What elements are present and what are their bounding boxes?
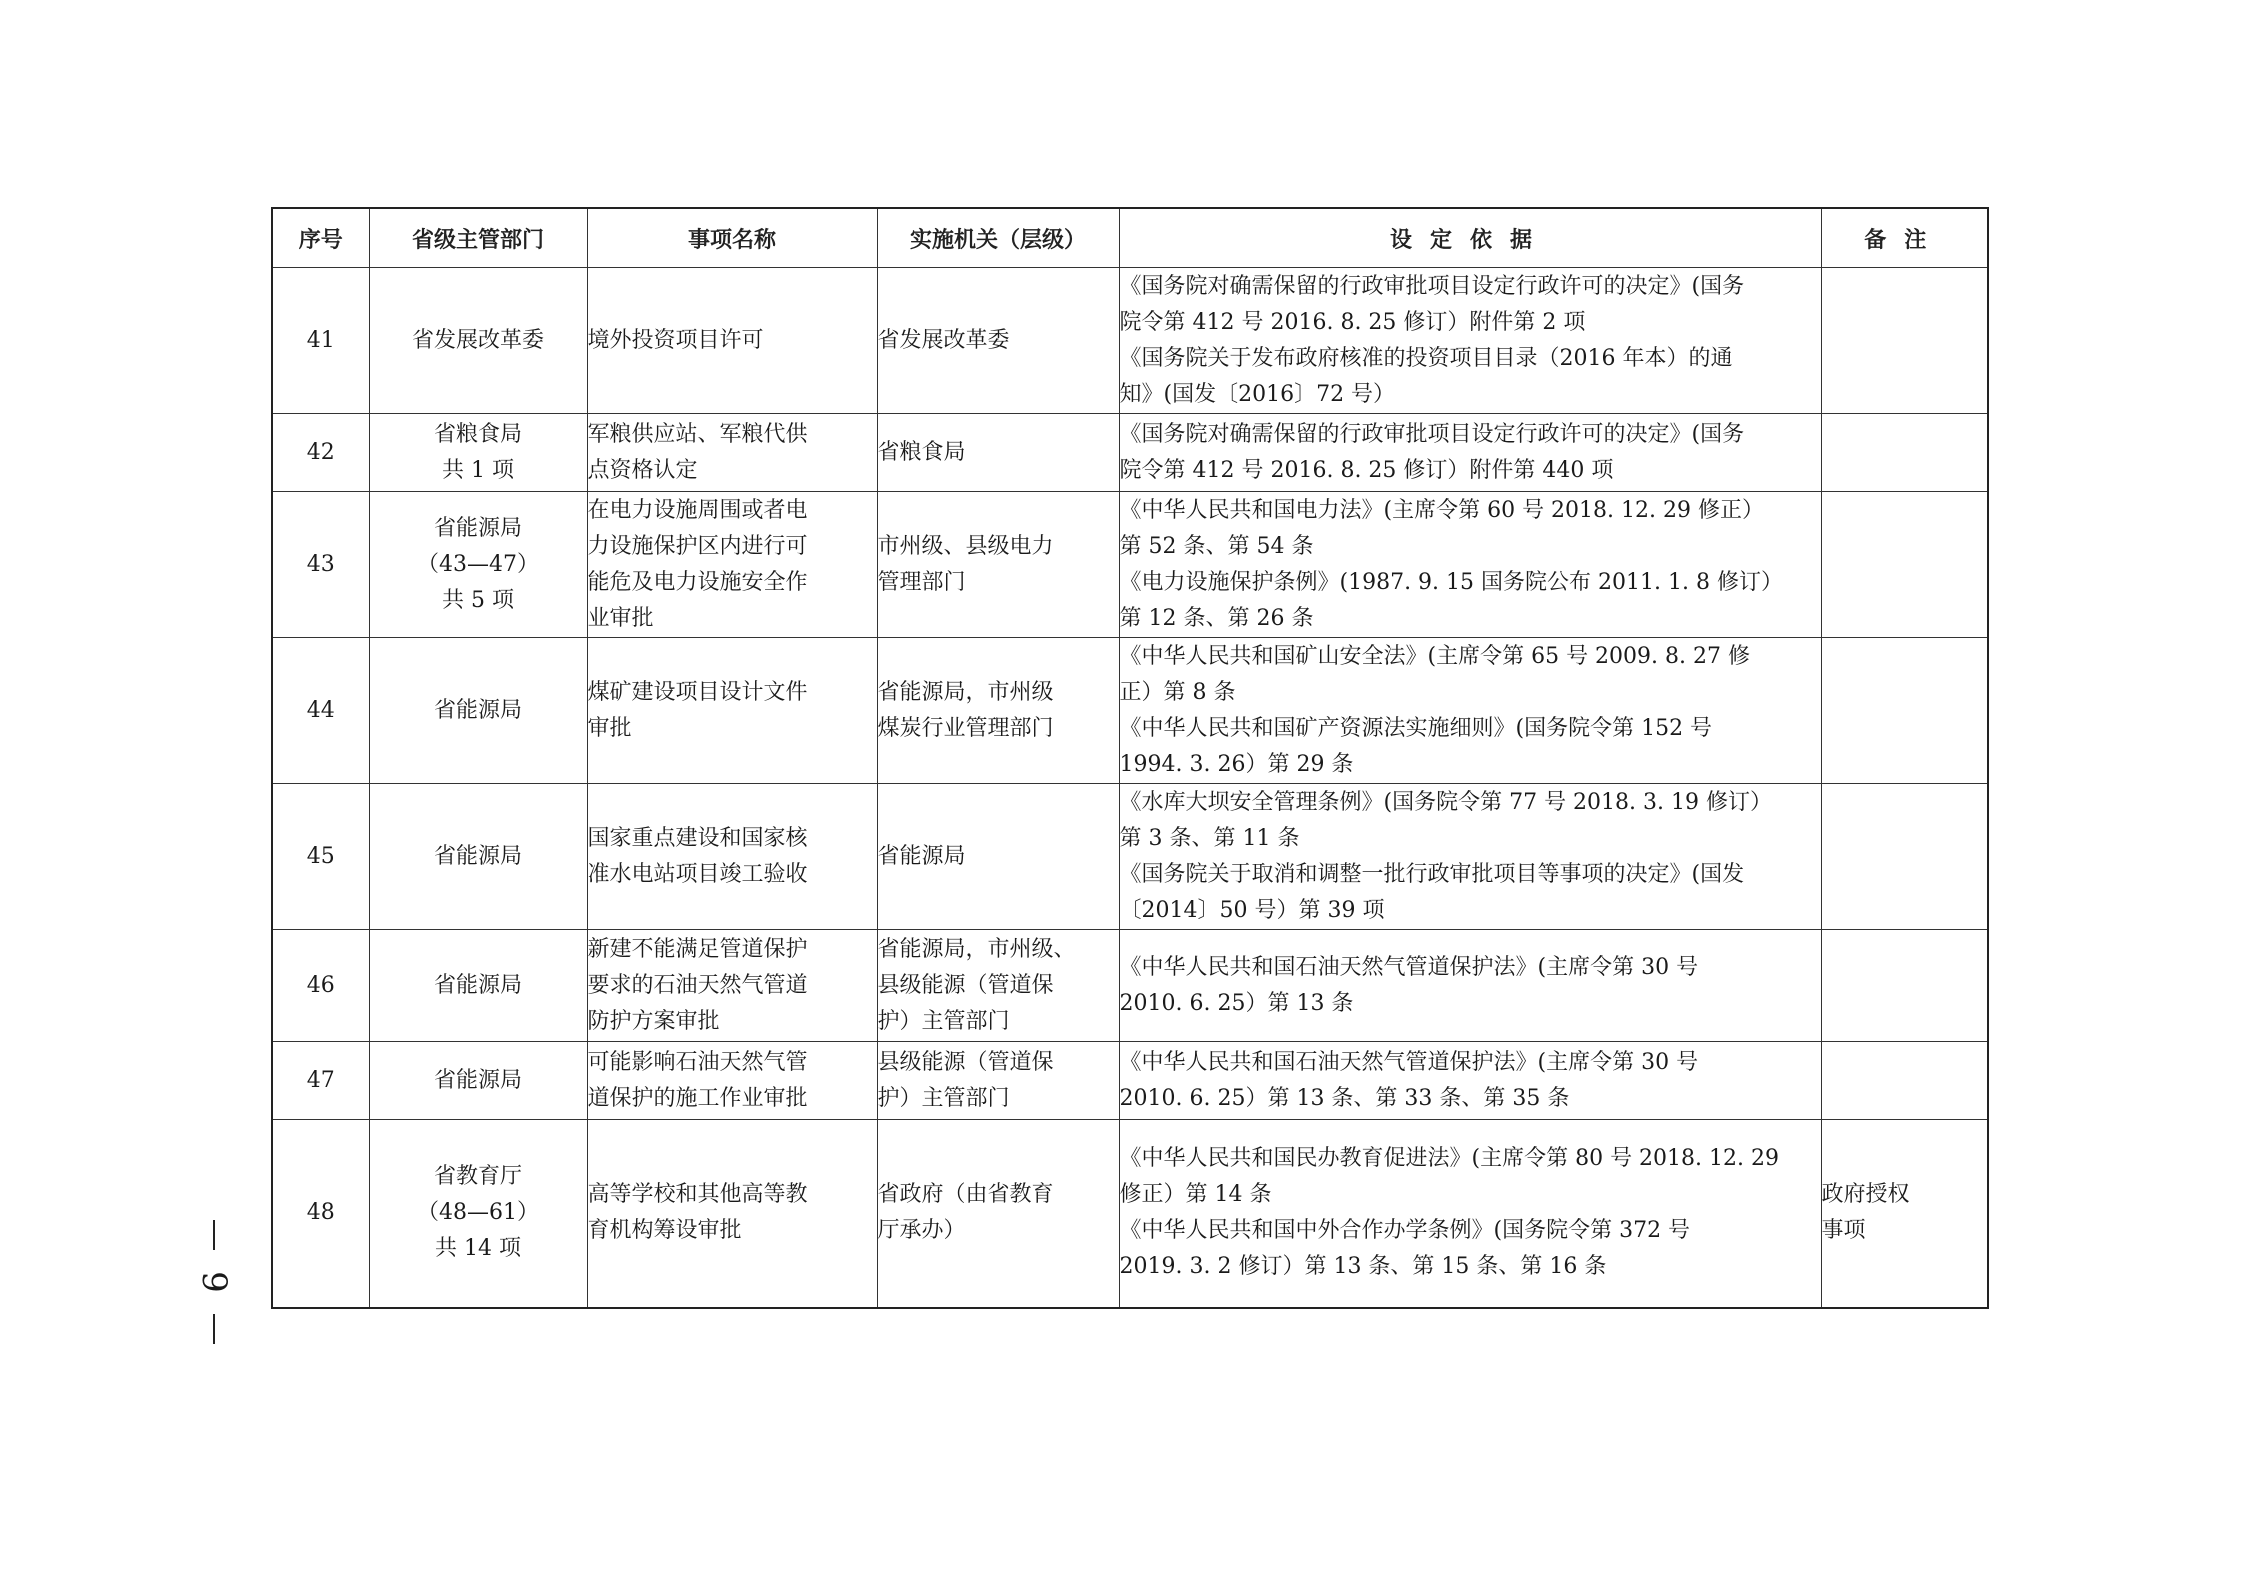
cell-basis-line: 《国务院对确需保留的行政审批项目设定行政许可的决定》(国务 — [1119, 273, 1745, 299]
cell-dept-line: 省能源局 — [433, 972, 522, 998]
cell-basis-line: 《中华人民共和国石油天然气管道保护法》(主席令第 30 号 — [1119, 954, 1699, 980]
cell-note — [1821, 1120, 1988, 1308]
cell-basis — [1119, 1120, 1821, 1308]
cell-org-line: 省能源局 — [877, 843, 966, 869]
cell-org-line: 护）主管部门 — [877, 1085, 1010, 1111]
cell-item-name-line: 育机构筹设审批 — [587, 1218, 742, 1244]
cell-item-name — [587, 784, 877, 930]
cell-basis-line: 修正）第 14 条 — [1119, 1182, 1272, 1208]
cell-num: 48 — [272, 1120, 369, 1308]
cell-basis-line: 《中华人民共和国民办教育促进法》(主席令第 80 号 2018. 12. 29 — [1119, 1146, 1780, 1172]
cell-dept — [369, 638, 587, 784]
cell-org-line: 管理部门 — [877, 569, 966, 595]
cell-basis-line: 院令第 412 号 2016. 8. 25 修订）附件第 2 项 — [1119, 309, 1586, 335]
cell-basis-line: 第 52 条、第 54 条 — [1119, 533, 1314, 559]
cell-basis-line: 《中华人民共和国电力法》(主席令第 60 号 2018. 12. 29 修正） — [1119, 497, 1765, 523]
cell-item-name — [587, 268, 877, 414]
cell-basis-line: 《水库大坝安全管理条例》(国务院令第 77 号 2018. 3. 19 修订） — [1119, 789, 1773, 815]
cell-basis — [1119, 268, 1821, 414]
cell-basis-line: 知》(国发〔2016〕72 号） — [1119, 381, 1396, 407]
cell-basis-line: 《电力设施保护条例》(1987. 9. 15 国务院公布 2011. 1. 8 修订） — [1119, 569, 1783, 595]
cell-basis-line: 正）第 8 条 — [1119, 679, 1236, 705]
cell-dept-line: 共 1 项 — [442, 457, 514, 483]
cell-item-name-line: 能危及电力设施安全作 — [587, 569, 808, 595]
cell-basis — [1119, 492, 1821, 638]
cell-dept — [369, 492, 587, 638]
cell-item-name — [587, 638, 877, 784]
cell-item-name-line: 道保护的施工作业审批 — [587, 1085, 808, 1111]
cell-item-name-line: 高等学校和其他高等教 — [587, 1182, 808, 1208]
cell-num: 47 — [272, 1042, 369, 1120]
cell-item-name — [587, 1120, 877, 1308]
cell-org — [877, 268, 1119, 414]
cell-org-line: 省粮食局 — [877, 439, 966, 465]
cell-item-name — [587, 930, 877, 1042]
page-number-dash-top — [213, 1220, 215, 1250]
cell-num: 43 — [272, 492, 369, 638]
cell-note-line: 政府授权 — [1821, 1182, 1910, 1208]
cell-item-name-line: 防护方案审批 — [587, 1008, 720, 1034]
cell-item-name-line: 准水电站项目竣工验收 — [587, 861, 808, 887]
table-row — [272, 268, 1988, 414]
table-row — [272, 1042, 1988, 1120]
header-org: 实施机关（层级） — [877, 208, 1119, 268]
cell-basis-line: 《国务院关于取消和调整一批行政审批项目等事项的决定》(国发 — [1119, 861, 1745, 887]
cell-basis-line: 第 3 条、第 11 条 — [1119, 825, 1300, 851]
cell-basis-line: 《中华人民共和国矿产资源法实施细则》(国务院令第 152 号 — [1119, 715, 1713, 741]
cell-item-name-line: 煤矿建设项目设计文件 — [587, 679, 808, 705]
cell-note — [1821, 492, 1988, 638]
cell-dept-line: 共 5 项 — [442, 587, 514, 613]
cell-item-name-line: 审批 — [587, 715, 632, 741]
header-num: 序号 — [272, 208, 369, 268]
cell-num: 41 — [272, 268, 369, 414]
cell-org-line: 省发展改革委 — [877, 327, 1010, 353]
cell-note — [1821, 784, 1988, 930]
cell-num: 45 — [272, 784, 369, 930]
cell-item-name-line: 力设施保护区内进行可 — [587, 533, 808, 559]
table-row — [272, 414, 1988, 492]
cell-basis-line: 2010. 6. 25）第 13 条、第 33 条、第 35 条 — [1119, 1085, 1570, 1111]
header-note: 备注 — [1821, 208, 1988, 268]
cell-org — [877, 784, 1119, 930]
header-basis: 设定依据 — [1119, 208, 1821, 268]
table-row — [272, 638, 1988, 784]
cell-basis-line: 《国务院对确需保留的行政审批项目设定行政许可的决定》(国务 — [1119, 421, 1745, 447]
cell-basis-line: 2019. 3. 2 修订）第 13 条、第 15 条、第 16 条 — [1119, 1254, 1607, 1280]
cell-dept — [369, 1120, 587, 1308]
cell-basis-line: 1994. 3. 26）第 29 条 — [1119, 751, 1354, 777]
table-row — [272, 930, 1988, 1042]
cell-note — [1821, 930, 1988, 1042]
cell-note — [1821, 638, 1988, 784]
cell-dept-line: 省能源局 — [433, 515, 522, 541]
cell-item-name — [587, 414, 877, 492]
cell-basis — [1119, 930, 1821, 1042]
cell-num: 42 — [272, 414, 369, 492]
cell-dept — [369, 930, 587, 1042]
cell-item-name-line: 新建不能满足管道保护 — [587, 936, 808, 962]
cell-note — [1821, 268, 1988, 414]
table-header-row — [272, 208, 1988, 268]
cell-org-line: 县级能源（管道保 — [877, 972, 1054, 998]
cell-dept-line: 省能源局 — [433, 697, 522, 723]
cell-org — [877, 930, 1119, 1042]
cell-basis-line: 《国务院关于发布政府核准的投资项目目录（2016 年本）的通 — [1119, 345, 1733, 371]
cell-item-name-line: 要求的石油天然气管道 — [587, 972, 808, 998]
table-row — [272, 1120, 1988, 1308]
cell-item-name-line: 在电力设施周围或者电 — [587, 497, 808, 523]
page-number-dash-bottom — [213, 1314, 215, 1344]
cell-org-line: 厅承办） — [877, 1218, 966, 1244]
cell-org — [877, 492, 1119, 638]
cell-note — [1821, 1042, 1988, 1120]
cell-note — [1821, 414, 1988, 492]
cell-basis-line: 第 12 条、第 26 条 — [1119, 605, 1314, 631]
header-dept: 省级主管部门 — [369, 208, 587, 268]
cell-basis-line: 院令第 412 号 2016. 8. 25 修订）附件第 440 项 — [1119, 457, 1614, 483]
cell-org — [877, 1120, 1119, 1308]
cell-basis-line: 《中华人民共和国石油天然气管道保护法》(主席令第 30 号 — [1119, 1049, 1699, 1075]
approval-items-table — [271, 207, 1989, 1309]
cell-org-line: 煤炭行业管理部门 — [877, 715, 1054, 741]
table-row — [272, 784, 1988, 930]
cell-org-line: 省能源局，市州级 — [877, 679, 1054, 705]
cell-basis — [1119, 638, 1821, 784]
cell-dept-line: 省发展改革委 — [411, 327, 544, 353]
cell-item-name-line: 点资格认定 — [587, 457, 698, 483]
cell-item-name — [587, 492, 877, 638]
cell-org-line: 省能源局，市州级、 — [877, 936, 1076, 962]
cell-dept-line: 省教育厅 — [433, 1164, 522, 1190]
cell-item-name-line: 境外投资项目许可 — [587, 327, 764, 353]
cell-item-name-line: 国家重点建设和国家核 — [587, 825, 808, 851]
cell-org-line: 县级能源（管道保 — [877, 1049, 1054, 1075]
cell-org — [877, 1042, 1119, 1120]
cell-num: 44 — [272, 638, 369, 784]
cell-dept — [369, 414, 587, 492]
cell-basis — [1119, 784, 1821, 930]
cell-num: 46 — [272, 930, 369, 1042]
cell-org-line: 护）主管部门 — [877, 1008, 1010, 1034]
cell-item-name — [587, 1042, 877, 1120]
cell-org-line: 市州级、县级电力 — [877, 533, 1054, 559]
cell-org-line: 省政府（由省教育 — [877, 1182, 1054, 1208]
page-number — [196, 1218, 232, 1348]
cell-dept-line: 省能源局 — [433, 843, 522, 869]
cell-basis-line: 《中华人民共和国矿山安全法》(主席令第 65 号 2009. 8. 27 修 — [1119, 643, 1751, 669]
cell-org — [877, 638, 1119, 784]
cell-item-name-line: 军粮供应站、军粮代供 — [587, 421, 808, 447]
page-number-digit: 9 — [194, 1271, 234, 1293]
cell-dept — [369, 1042, 587, 1120]
cell-dept-line: （48—61） — [417, 1200, 539, 1226]
cell-note-line: 事项 — [1821, 1218, 1866, 1244]
cell-item-name-line: 业审批 — [587, 605, 654, 631]
cell-basis-line: 2010. 6. 25）第 13 条 — [1119, 990, 1354, 1016]
cell-dept-line: 省能源局 — [433, 1067, 522, 1093]
cell-item-name-line: 可能影响石油天然气管 — [587, 1049, 808, 1075]
cell-org — [877, 414, 1119, 492]
header-name: 事项名称 — [587, 208, 877, 268]
cell-basis — [1119, 414, 1821, 492]
cell-dept-line: 共 14 项 — [435, 1236, 521, 1262]
cell-basis — [1119, 1042, 1821, 1120]
cell-dept — [369, 784, 587, 930]
cell-dept — [369, 268, 587, 414]
cell-dept-line: 省粮食局 — [433, 421, 522, 447]
table-row — [272, 492, 1988, 638]
cell-basis-line: 〔2014〕50 号）第 39 项 — [1119, 897, 1385, 923]
cell-dept-line: （43—47） — [417, 551, 539, 577]
cell-basis-line: 《中华人民共和国中外合作办学条例》(国务院令第 372 号 — [1119, 1218, 1691, 1244]
